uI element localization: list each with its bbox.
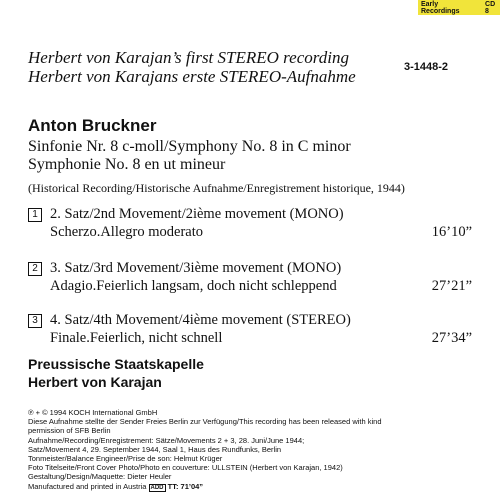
total-time: TT: 71’04” — [167, 481, 204, 491]
header-line-en: Herbert von Karajan’s first STEREO recording — [28, 48, 349, 67]
credits-line: Diese Aufnahme stellte der Sender Freies Berlin zur Verfügung/This recording has been released with kind — [28, 417, 382, 427]
recording-note: (Historical Recording/Historische Aufnahme/Enregistrement historique, 1944) — [28, 181, 405, 195]
credits-block — [28, 408, 478, 493]
credits-line: Tonmeister/Balance Engineer/Prise de son: Helmut Krüger — [28, 454, 223, 464]
track-duration: 27’34” — [431, 330, 472, 346]
track-duration: 16’10” — [431, 224, 472, 240]
series-badge — [418, 0, 500, 15]
catalog-number: 3-1448-2 — [404, 61, 449, 73]
conductor-name: Herbert von Karajan — [28, 374, 162, 390]
credits-line: Gestaltung/Design/Maquette: Dieter Heuler — [28, 472, 172, 482]
copyright-line: ℗ + © 1994 KOCH International GmbH — [28, 408, 158, 417]
work-title-de-en: Sinfonie Nr. 8 c-moll/Symphony No. 8 in C minor — [28, 138, 351, 155]
track-number-box: 2 — [28, 262, 42, 276]
work-title-fr: Symphonie No. 8 en ut mineur — [28, 156, 226, 173]
sparscode-badge: ADD — [150, 484, 164, 491]
cd-number: CD 8 — [485, 0, 496, 15]
series-label: Early Recordings — [421, 0, 460, 15]
track-movement: 4. Satz/4th Movement/4ième movement (STEREO) — [50, 312, 351, 328]
orchestra-name: Preussische Staatskapelle — [28, 356, 204, 372]
track-movement: 3. Satz/3rd Movement/3ième movement (MONO) — [50, 260, 342, 276]
composer-name: Anton Bruckner — [28, 116, 157, 135]
credits-line: Satz/Movement 4, 29. September 1944, Saal 1, Haus des Rundfunks, Berlin — [28, 444, 282, 454]
track-tempo: Finale.Feierlich, nicht schnell — [50, 330, 223, 346]
manufacturing-line — [28, 482, 478, 493]
header-line-de: Herbert von Karajans erste STEREO-Aufnahme — [28, 67, 356, 86]
credits-line: Aufnahme/Recording/Enregistrement: Sätze/Movements 2 + 3, 28. Juni/June 1944; — [28, 435, 305, 445]
track-number-box: 3 — [28, 314, 42, 328]
track-number-box: 1 — [28, 208, 42, 222]
track-tempo: Scherzo.Allegro moderato — [50, 224, 204, 240]
credits-line: Foto Titelseite/Front Cover Photo/Photo en couverture: ULLSTEIN (Herbert von Karajan, 1942) — [28, 463, 343, 473]
credits-line: permission of SFB Berlin — [28, 426, 111, 436]
track-tempo: Adagio.Feierlich langsam, doch nicht schleppend — [50, 278, 337, 294]
track-duration: 27’21” — [431, 278, 472, 294]
manufactured-text: Manufactured and printed in Austria — [28, 481, 147, 491]
track-movement: 2. Satz/2nd Movement/2ième movement (MONO) — [50, 206, 344, 222]
